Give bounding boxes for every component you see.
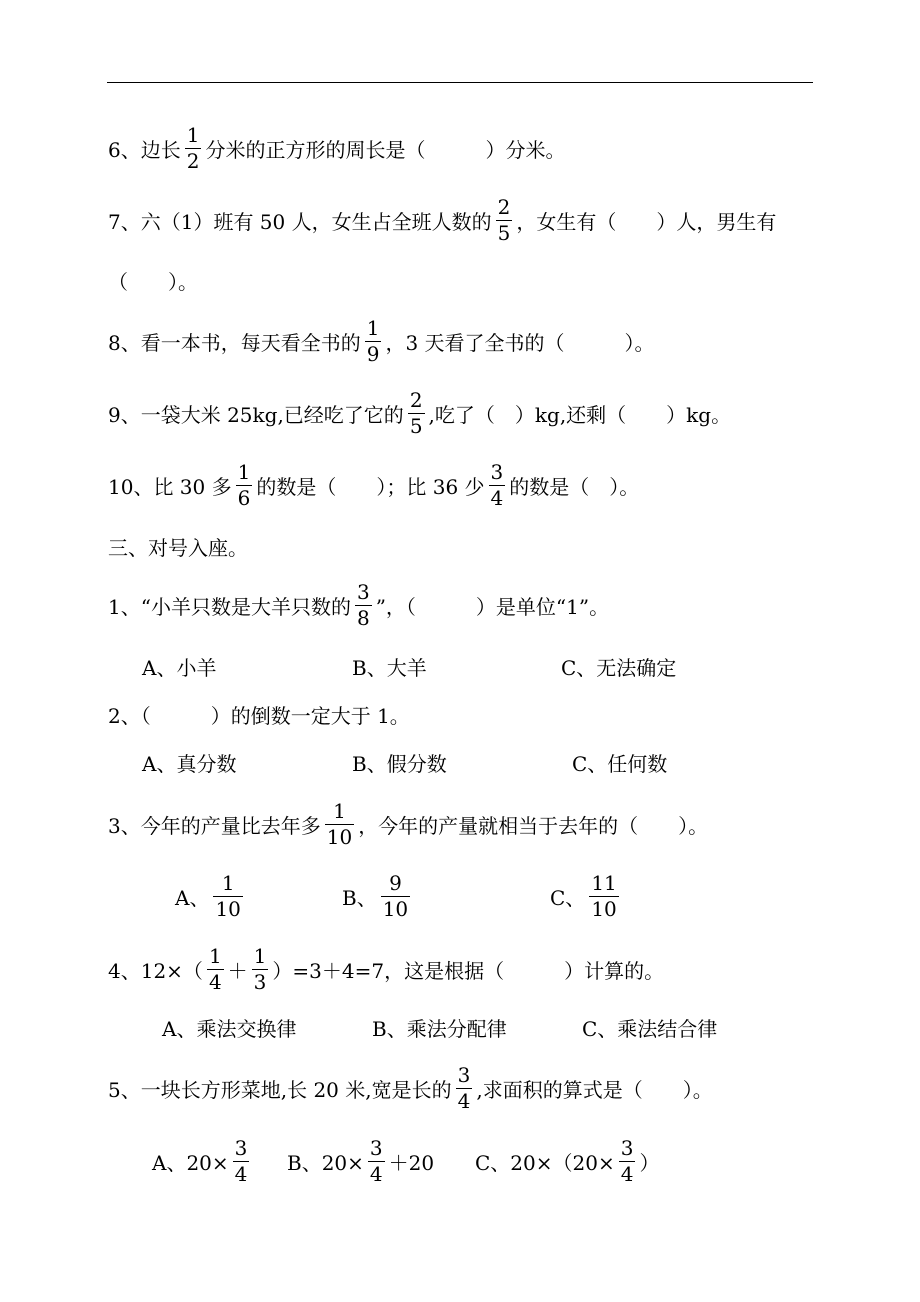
question-7-continued	[108, 252, 198, 308]
fraction: $\frac{2}{5}$	[409, 387, 423, 438]
question-text: ，今年的产量就相当于去年的（ ）。	[358, 813, 709, 838]
fraction: $\frac{1}{2}$	[186, 122, 200, 173]
choice-question-4: 4、12×（ $\frac{1}{4}$ ＋ $\frac{1}{3}$ ）=3＋4=7，这是根据（ ）计算的。	[108, 943, 665, 994]
question-text: 4、12×（	[108, 958, 203, 983]
section-heading: 三、对号入座。	[108, 535, 248, 560]
question-text: 的数是（ ）；比 36 少	[256, 474, 485, 499]
option-a[interactable]: A、20× $\frac{3}{4}$	[152, 1135, 248, 1186]
question-6	[108, 120, 565, 176]
question-10	[108, 457, 639, 513]
fraction: $\frac{1}{4}$	[208, 943, 222, 994]
fraction: $\frac{3}{4}$	[457, 1062, 471, 1113]
fraction: $\frac{1}{6}$	[237, 459, 251, 510]
choice-2-options	[0, 734, 920, 790]
option-c[interactable]: C、无法确定	[561, 655, 677, 680]
option-c[interactable]: C、 $\frac{11}{10}$	[550, 870, 617, 921]
choice-3-options	[0, 868, 920, 924]
fraction: $\frac{3}{4}$	[369, 1135, 383, 1186]
question-8	[108, 313, 655, 369]
choice-4-options	[0, 999, 920, 1055]
question-text: ,求面积的算式是（ ）。	[476, 1077, 713, 1102]
question-text: ）=3＋4=7，这是根据（ ）计算的。	[272, 958, 665, 983]
fraction: $\frac{3}{8}$	[356, 579, 370, 630]
option-c[interactable]: C、任何数	[572, 751, 668, 776]
option-c[interactable]: C、乘法结合律	[582, 1016, 718, 1041]
choice-question-3	[108, 796, 708, 852]
fraction: $\frac{1}{10}$	[215, 870, 241, 921]
option-b[interactable]: B、20× $\frac{3}{4}$ ＋20	[287, 1135, 435, 1186]
fraction: $\frac{3}{4}$	[620, 1135, 634, 1186]
question-text: 6、边长	[108, 137, 181, 162]
option-b[interactable]: B、假分数	[352, 751, 447, 776]
question-text: ”，（ ）是单位“1”。	[375, 594, 610, 619]
choice-question-1	[108, 577, 609, 633]
option-a[interactable]: A、乘法交换律	[162, 1016, 297, 1041]
question-text: ,吃了（ ）kg,还剩（ ）kg。	[428, 402, 732, 427]
question-text: 分米的正方形的周长是（ ）分米。	[205, 137, 566, 162]
question-text: 3、今年的产量比去年多	[108, 813, 321, 838]
option-b[interactable]: B、乘法分配律	[372, 1016, 507, 1041]
question-text: 2、（ ）的倒数一定大于 1。	[108, 703, 410, 728]
question-text: 10、比 30 多	[108, 474, 232, 499]
choice-5-options	[0, 1133, 920, 1189]
fraction: $\frac{11}{10}$	[591, 870, 617, 921]
fraction: $\frac{9}{10}$	[382, 870, 409, 921]
option-a[interactable]: A、 $\frac{1}{10}$	[175, 870, 241, 921]
fraction: $\frac{1}{9}$	[366, 315, 380, 366]
option-c[interactable]: C、20×（20× $\frac{3}{4}$ ）	[475, 1135, 660, 1186]
option-a[interactable]: A、小羊	[142, 655, 217, 680]
fraction: $\frac{2}{5}$	[497, 194, 511, 245]
question-text: 9、一袋大米 25kg,已经吃了它的	[108, 402, 404, 427]
question-text: ，女生有（ ）人，男生有	[516, 209, 777, 234]
header-rule	[107, 82, 813, 83]
question-text: 8、看一本书，每天看全书的	[108, 330, 361, 355]
fraction: $\frac{3}{4}$	[234, 1135, 248, 1186]
question-text: 的数是（ ）。	[509, 474, 640, 499]
question-text: 1、“小羊只数是大羊只数的	[108, 594, 351, 619]
question-7	[108, 192, 776, 248]
fraction: $\frac{3}{4}$	[490, 459, 504, 510]
question-text: 5、一块长方形菜地,长 20 米,宽是长的	[108, 1077, 452, 1102]
question-text: ，3 天看了全书的（ ）。	[385, 330, 655, 355]
fraction: $\frac{1}{3}$	[253, 943, 267, 994]
question-text: 7、六（1）班有 50 人，女生占全班人数的	[108, 209, 492, 234]
question-text: （ ）。	[108, 269, 198, 294]
option-b[interactable]: B、 $\frac{9}{10}$	[342, 870, 409, 921]
question-9	[108, 385, 731, 441]
choice-question-5	[108, 1060, 713, 1116]
fraction: $\frac{1}{10}$	[326, 798, 353, 849]
option-a[interactable]: A、真分数	[142, 751, 237, 776]
option-b[interactable]: B、大羊	[352, 655, 427, 680]
